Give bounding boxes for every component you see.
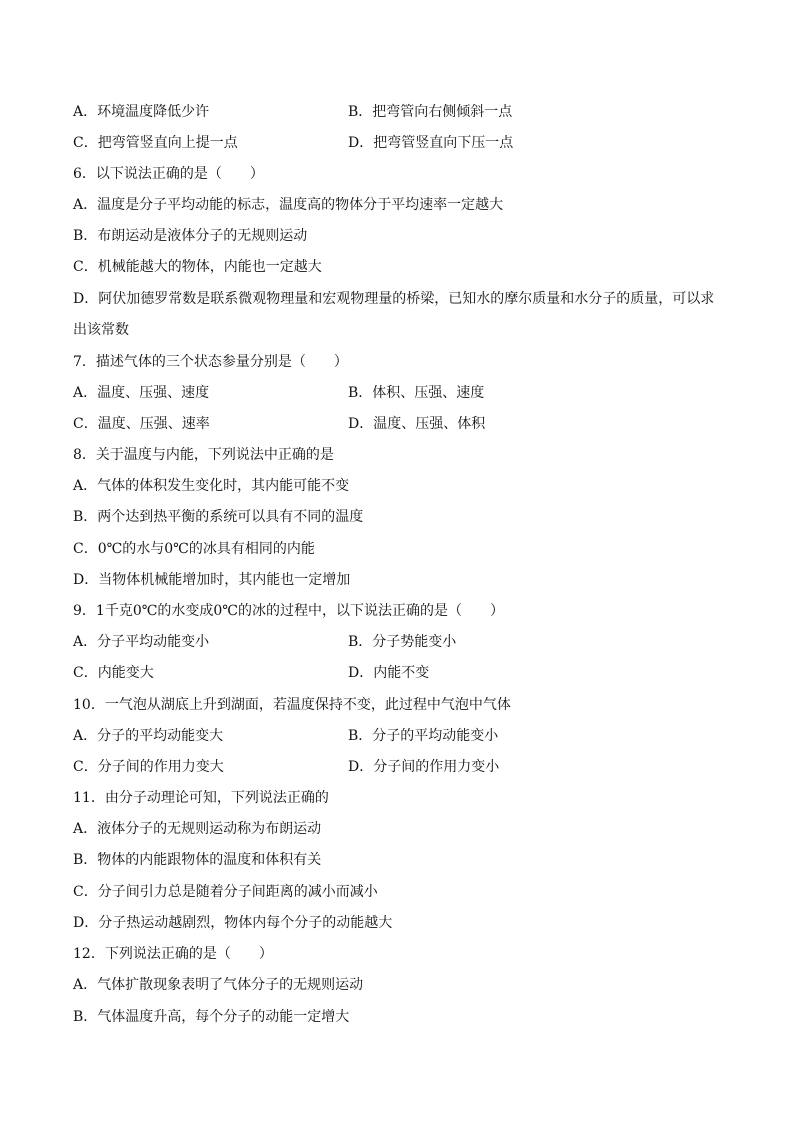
q6-option-d-line1: D．阿伏加德罗常数是联系微观物理量和宏观物理量的桥梁，已知水的摩尔质量和水分子的质量，可以求 xyxy=(73,291,715,307)
q6-option-c: C．机械能越大的物体，内能也一定越大 xyxy=(73,259,322,275)
q8-stem: 8．关于温度与内能，下列说法中正确的是 xyxy=(73,447,334,463)
q6-option-b: B．布朗运动是液体分子的无规则运动 xyxy=(73,228,308,244)
q10-stem: 10．一气泡从湖底上升到湖面，若温度保持不变，此过程中气泡中气体 xyxy=(73,697,511,713)
q8-option-d: D．当物体机械能增加时，其内能也一定增加 xyxy=(73,572,351,588)
q11-option-b: B．物体的内能跟物体的温度和体积有关 xyxy=(73,852,322,868)
q6-option-a: A．温度是分子平均动能的标志，温度高的物体分于平均速率一定越大 xyxy=(73,197,504,213)
q6-option-d-line2: 出该常数 xyxy=(73,322,129,338)
q9-option-c: C．内能变大 xyxy=(73,665,154,681)
q10-option-c: C．分子间的作用力变大 xyxy=(73,759,224,775)
q9-option-d: D．内能不变 xyxy=(348,665,430,681)
q12-option-a: A．气体扩散现象表明了气体分子的无规则运动 xyxy=(73,977,364,993)
q9-option-a: A．分子平均动能变小 xyxy=(73,634,210,650)
q7-option-b: B．体积、压强、速度 xyxy=(348,385,485,401)
q8-option-c: C．0℃的水与0℃的冰具有相同的内能 xyxy=(73,541,315,557)
q5-option-d: D．把弯管竖直向下压一点 xyxy=(348,135,514,151)
q10-option-b: B．分子的平均动能变小 xyxy=(348,728,499,744)
q8-option-a: A．气体的体积发生变化时，其内能可能不变 xyxy=(73,478,350,494)
q12-stem: 12．下列说法正确的是（ ） xyxy=(73,946,273,962)
q7-option-a: A．温度、压强、速度 xyxy=(73,385,210,401)
q6-stem: 6．以下说法正确的是（ ） xyxy=(73,166,264,182)
q7-stem: 7．描述气体的三个状态参量分别是（ ） xyxy=(73,354,348,370)
q10-option-d: D．分子间的作用力变小 xyxy=(348,759,500,775)
q9-option-b: B．分子势能变小 xyxy=(348,634,457,650)
q7-option-c: C．温度、压强、速率 xyxy=(73,416,210,432)
q11-option-d: D．分子热运动越剧烈，物体内每个分子的动能越大 xyxy=(73,915,393,931)
q8-option-b: B．两个达到热平衡的系统可以具有不同的温度 xyxy=(73,509,364,525)
q5-option-a: A．环境温度降低少许 xyxy=(73,104,210,120)
q7-option-d: D．温度、压强、体积 xyxy=(348,416,486,432)
q11-stem: 11．由分子动理论可知，下列说法正确的 xyxy=(73,790,329,806)
q11-option-c: C．分子间引力总是随着分子间距离的减小而减小 xyxy=(73,884,378,900)
q12-option-b: B．气体温度升高，每个分子的动能一定增大 xyxy=(73,1009,350,1025)
q11-option-a: A．液体分子的无规则运动称为布朗运动 xyxy=(73,821,322,837)
q10-option-a: A．分子的平均动能变大 xyxy=(73,728,224,744)
q9-stem: 9．1千克0℃的水变成0℃的冰的过程中，以下说法正确的是（ ） xyxy=(73,603,504,619)
q5-option-b: B．把弯管向右侧倾斜一点 xyxy=(348,104,513,120)
q5-option-c: C．把弯管竖直向上提一点 xyxy=(73,135,238,151)
